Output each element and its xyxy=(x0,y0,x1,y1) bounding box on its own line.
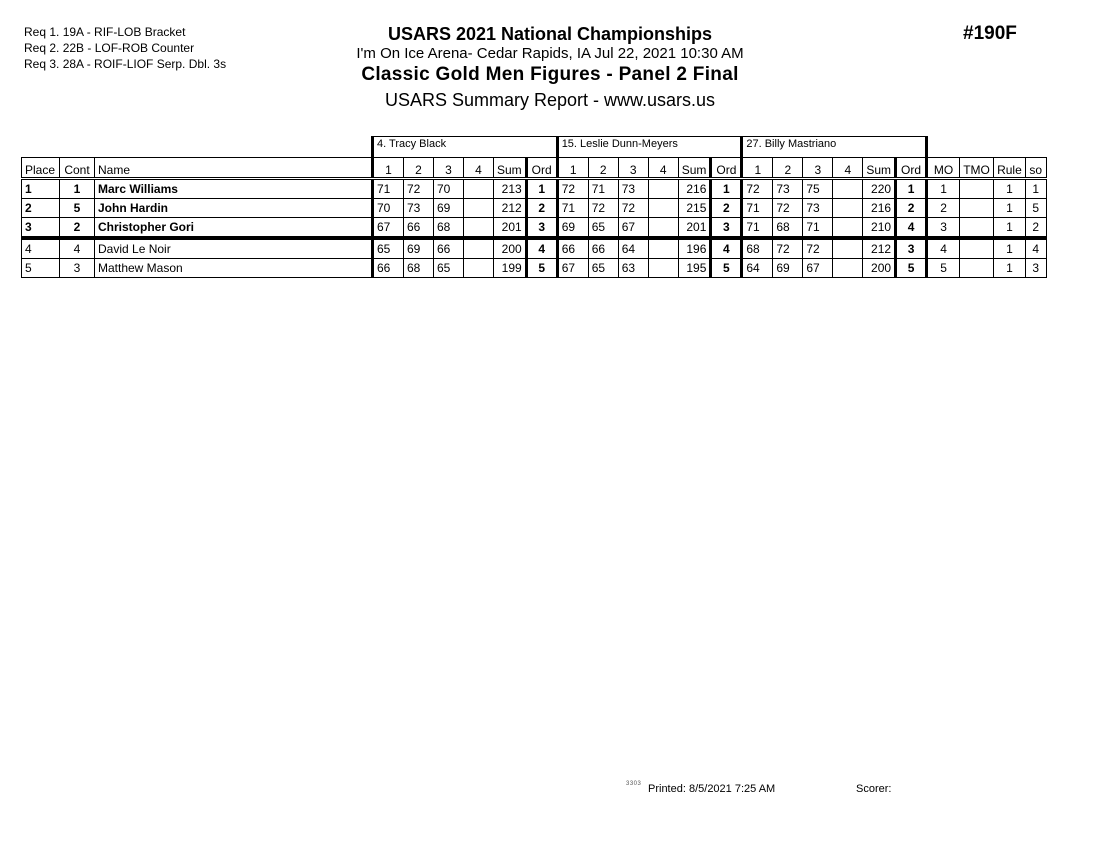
sum-cell: 196 xyxy=(678,238,711,259)
sum-cell: 212 xyxy=(863,238,896,259)
result-row xyxy=(22,238,1047,259)
event-title: Classic Gold Men Figures - Panel 2 Final xyxy=(361,64,739,85)
championship-title: USARS 2021 National Championships xyxy=(387,24,713,44)
sum-cell: 216 xyxy=(678,179,711,199)
score-cell: 66 xyxy=(588,238,618,259)
mo-cell: 1 xyxy=(927,179,960,199)
column-header-mo: MO xyxy=(927,158,960,179)
score-cell xyxy=(833,238,863,259)
column-header-cont: Cont xyxy=(60,158,95,179)
column-header-score: 4 xyxy=(833,158,863,179)
so-cell: 4 xyxy=(1025,238,1046,259)
place-cell: 3 xyxy=(22,218,60,239)
score-cell: 72 xyxy=(773,199,803,218)
column-header-score: 4 xyxy=(464,158,494,179)
score-cell: 66 xyxy=(557,238,588,259)
score-cell: 66 xyxy=(373,259,404,278)
place-cell: 1 xyxy=(22,179,60,199)
score-cell: 72 xyxy=(588,199,618,218)
skater-name: John Hardin xyxy=(95,199,373,218)
score-cell: 67 xyxy=(557,259,588,278)
cont-cell: 1 xyxy=(60,179,95,199)
ordinal-cell: 2 xyxy=(896,199,927,218)
ordinal-cell: 3 xyxy=(896,238,927,259)
score-cell xyxy=(648,179,678,199)
score-cell: 68 xyxy=(742,238,773,259)
score-cell: 72 xyxy=(803,238,833,259)
so-cell: 5 xyxy=(1025,199,1046,218)
ordinal-cell: 3 xyxy=(711,218,742,239)
skater-name: Marc Williams xyxy=(95,179,373,199)
cont-cell: 4 xyxy=(60,238,95,259)
mo-cell: 3 xyxy=(927,218,960,239)
rule-cell: 1 xyxy=(994,199,1026,218)
result-row xyxy=(22,218,1047,239)
score-cell: 65 xyxy=(588,218,618,239)
rule-cell: 1 xyxy=(994,259,1026,278)
score-cell xyxy=(464,179,494,199)
sum-cell: 199 xyxy=(494,259,527,278)
tmo-cell xyxy=(960,259,994,278)
ordinal-cell: 2 xyxy=(526,199,557,218)
score-cell: 67 xyxy=(373,218,404,239)
cont-cell: 5 xyxy=(60,199,95,218)
column-header-score: 1 xyxy=(742,158,773,179)
score-cell: 73 xyxy=(803,199,833,218)
column-header-score: 1 xyxy=(557,158,588,179)
mo-cell: 5 xyxy=(927,259,960,278)
column-header-row xyxy=(22,158,1047,179)
score-cell xyxy=(648,259,678,278)
score-cell: 69 xyxy=(404,238,434,259)
place-cell: 4 xyxy=(22,238,60,259)
column-header-ord: Ord xyxy=(526,158,557,179)
sum-cell: 215 xyxy=(678,199,711,218)
judge-name: 4. Tracy Black xyxy=(373,137,558,158)
score-cell: 68 xyxy=(773,218,803,239)
judge-name: 15. Leslie Dunn-Meyers xyxy=(557,137,742,158)
sum-cell: 201 xyxy=(494,218,527,239)
tmo-cell xyxy=(960,218,994,239)
column-header-sum: Sum xyxy=(494,158,527,179)
column-header-ord: Ord xyxy=(711,158,742,179)
column-header-score: 2 xyxy=(773,158,803,179)
event-number: #190F xyxy=(963,23,1017,44)
report-code: 3303 xyxy=(626,781,642,787)
score-cell: 71 xyxy=(557,199,588,218)
requirement-item: Req 3. 28A - ROIF-LIOF Serp. Dbl. 3s xyxy=(24,57,227,71)
score-cell xyxy=(648,238,678,259)
column-header-so: so xyxy=(1025,158,1046,179)
rule-cell: 1 xyxy=(994,218,1026,239)
score-cell xyxy=(464,259,494,278)
judge-name: 27. Billy Mastriano xyxy=(742,137,927,158)
result-row xyxy=(22,259,1047,278)
score-cell: 72 xyxy=(557,179,588,199)
score-cell xyxy=(464,218,494,239)
score-cell xyxy=(833,259,863,278)
judges-row xyxy=(22,137,1047,158)
ordinal-cell: 4 xyxy=(711,238,742,259)
requirement-item: Req 2. 22B - LOF-ROB Counter xyxy=(24,41,195,55)
column-header-name: Name xyxy=(95,158,373,179)
score-cell: 68 xyxy=(434,218,464,239)
column-header-score: 4 xyxy=(648,158,678,179)
requirements-list xyxy=(24,24,226,72)
results-table xyxy=(21,136,1047,278)
requirement-item: Req 1. 19A - RIF-LOB Bracket xyxy=(24,25,186,39)
ordinal-cell: 1 xyxy=(711,179,742,199)
sum-cell: 210 xyxy=(863,218,896,239)
score-cell: 65 xyxy=(434,259,464,278)
so-cell: 3 xyxy=(1025,259,1046,278)
score-cell: 72 xyxy=(618,199,648,218)
rule-cell: 1 xyxy=(994,238,1026,259)
column-header-score: 3 xyxy=(434,158,464,179)
mo-cell: 2 xyxy=(927,199,960,218)
score-cell: 73 xyxy=(618,179,648,199)
skater-name: David Le Noir xyxy=(95,238,373,259)
score-cell: 69 xyxy=(773,259,803,278)
column-header-ord: Ord xyxy=(896,158,927,179)
cont-cell: 2 xyxy=(60,218,95,239)
venue-date: I'm On Ice Arena- Cedar Rapids, IA Jul 22, 2021 10:30 AM xyxy=(356,45,744,62)
score-cell: 71 xyxy=(803,218,833,239)
result-row xyxy=(22,179,1047,199)
score-cell: 75 xyxy=(803,179,833,199)
sum-cell: 201 xyxy=(678,218,711,239)
column-header-tmo: TMO xyxy=(960,158,994,179)
column-header-score: 3 xyxy=(803,158,833,179)
column-header-rule: Rule xyxy=(994,158,1026,179)
so-cell: 2 xyxy=(1025,218,1046,239)
score-cell: 64 xyxy=(618,238,648,259)
score-cell xyxy=(833,218,863,239)
column-header-sum: Sum xyxy=(678,158,711,179)
score-cell: 67 xyxy=(618,218,648,239)
score-cell: 63 xyxy=(618,259,648,278)
score-cell: 69 xyxy=(557,218,588,239)
sum-cell: 200 xyxy=(863,259,896,278)
cont-cell: 3 xyxy=(60,259,95,278)
score-cell: 70 xyxy=(434,179,464,199)
ordinal-cell: 5 xyxy=(896,259,927,278)
sum-cell: 195 xyxy=(678,259,711,278)
score-cell: 72 xyxy=(773,238,803,259)
column-header-score: 2 xyxy=(404,158,434,179)
score-cell: 68 xyxy=(404,259,434,278)
place-cell: 5 xyxy=(22,259,60,278)
ordinal-cell: 1 xyxy=(526,179,557,199)
sum-cell: 212 xyxy=(494,199,527,218)
tmo-cell xyxy=(960,179,994,199)
result-row xyxy=(22,199,1047,218)
sum-cell: 220 xyxy=(863,179,896,199)
ordinal-cell: 2 xyxy=(711,199,742,218)
score-cell: 65 xyxy=(588,259,618,278)
score-cell: 71 xyxy=(742,199,773,218)
score-cell: 71 xyxy=(742,218,773,239)
mo-cell: 4 xyxy=(927,238,960,259)
score-cell: 73 xyxy=(773,179,803,199)
column-header-score: 1 xyxy=(373,158,404,179)
score-cell: 73 xyxy=(404,199,434,218)
so-cell: 1 xyxy=(1025,179,1046,199)
ordinal-cell: 3 xyxy=(526,218,557,239)
column-header-sum: Sum xyxy=(863,158,896,179)
score-cell xyxy=(464,199,494,218)
score-cell: 72 xyxy=(742,179,773,199)
tmo-cell xyxy=(960,199,994,218)
sum-cell: 216 xyxy=(863,199,896,218)
score-cell: 71 xyxy=(373,179,404,199)
place-cell: 2 xyxy=(22,199,60,218)
score-cell: 66 xyxy=(404,218,434,239)
ordinal-cell: 4 xyxy=(896,218,927,239)
ordinal-cell: 1 xyxy=(896,179,927,199)
ordinal-cell: 5 xyxy=(711,259,742,278)
printed-timestamp: Printed: 8/5/2021 7:25 AM xyxy=(648,783,776,795)
score-cell: 71 xyxy=(588,179,618,199)
score-cell xyxy=(648,199,678,218)
score-cell: 66 xyxy=(434,238,464,259)
report-title: USARS Summary Report - www.usars.us xyxy=(384,90,716,110)
score-cell: 65 xyxy=(373,238,404,259)
column-header-place: Place xyxy=(22,158,60,179)
score-cell: 64 xyxy=(742,259,773,278)
score-cell: 69 xyxy=(434,199,464,218)
score-cell xyxy=(833,199,863,218)
score-cell: 67 xyxy=(803,259,833,278)
score-cell xyxy=(833,179,863,199)
sum-cell: 200 xyxy=(494,238,527,259)
score-cell xyxy=(648,218,678,239)
score-cell: 70 xyxy=(373,199,404,218)
skater-name: Matthew Mason xyxy=(95,259,373,278)
column-header-score: 3 xyxy=(618,158,648,179)
column-header-score: 2 xyxy=(588,158,618,179)
tmo-cell xyxy=(960,238,994,259)
scorer-label: Scorer: xyxy=(856,783,892,795)
skater-name: Christopher Gori xyxy=(95,218,373,239)
sum-cell: 213 xyxy=(494,179,527,199)
score-cell xyxy=(464,238,494,259)
score-cell: 72 xyxy=(404,179,434,199)
rule-cell: 1 xyxy=(994,179,1026,199)
ordinal-cell: 5 xyxy=(526,259,557,278)
ordinal-cell: 4 xyxy=(526,238,557,259)
